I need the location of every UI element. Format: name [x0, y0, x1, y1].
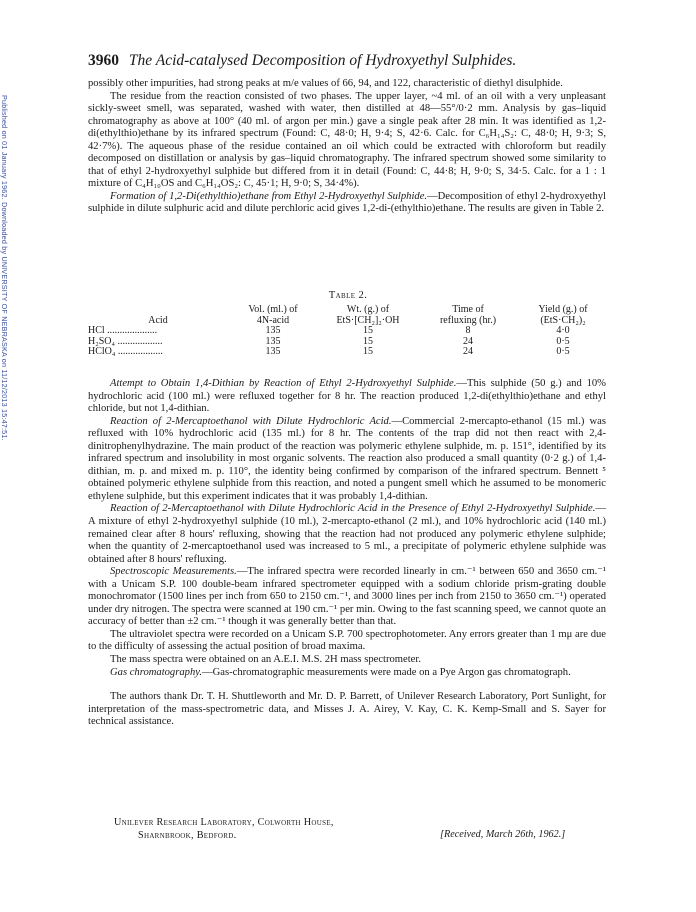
- paragraph-6-heading: Reaction of 2-Mercaptoethanol with Dilute Hydrochloric Acid in the Presence of Ethyl 2-Hydroxyethyl Sulphide.: [110, 503, 596, 515]
- paragraph-3-body: —Decomposition of ethyl 2-hydroxyethyl sulphide in dilute sulphuric acid and dilute perchloric acid gives 1,2-di-(ethylthio)ethane. The results are given in Table 2.: [88, 190, 606, 215]
- paragraph-6: [88, 503, 606, 566]
- cell-weight: 15: [363, 325, 373, 336]
- paragraph-10: [88, 667, 606, 680]
- download-watermark-text: Published on 01 January 1962. Downloaded by UNIVERSITY OF NEBRASKA on 11/12/2013 15:47:51.: [0, 95, 9, 441]
- download-watermark: [1, 95, 11, 575]
- paragraph-10-body: —Gas-chromatographic measurements were made on a Pye Argon gas chromatograph.: [202, 666, 571, 678]
- cell-time: 24: [463, 346, 473, 357]
- paragraph-7-heading: Spectroscopic Measurements.: [110, 566, 237, 578]
- table-row: [88, 337, 608, 348]
- cell-acid: HClO₄ ..................: [88, 346, 163, 357]
- table-title: Table 2.: [328, 290, 368, 301]
- acknowledgements: The authors thank Dr. T. H. Shuttleworth and Mr. D. P. Barrett, of Unilever Research Laboratory, Port Sunlight, for interpretation of the mass-spectrometric data, and Misses J. A. Airey, V. Kay, C. K. Kemp-Small and S. Sayer for technical assistance.: [88, 691, 606, 728]
- running-title: The Acid-catalysed Decomposition of Hydroxyethyl Sulphides.: [128, 52, 517, 69]
- received-date: [Received, March 26th, 1962.]: [440, 829, 566, 840]
- cell-yield: 0·5: [556, 335, 570, 347]
- paragraph-7: [88, 566, 606, 629]
- paragraph-10-heading: Gas chromatography.: [110, 666, 203, 678]
- affiliation-line-2: Sharnbrook, Bedford.: [138, 829, 237, 841]
- paragraph-5: [88, 416, 606, 504]
- paragraph-1: possibly other impurities, had strong peaks at m/e values of 66, 94, and 122, characteristic of diethyl disulphide.: [88, 78, 563, 89]
- paragraph-5-body: —Commercial 2-mercapto-ethanol (15 ml.) was refluxed with 10% hydrochloric acid (135 ml.) for 8 hr. The contents of the trap did not then react with 2,4-dinitrophenylhydrazine. The main product of the reaction was polymeric ethylene sulphide, m. p. 151°, identified by its infrared spectrum and insolubility in most organic solvents. The reaction also produced a small quantity (0·2 g.) of 1,4-dithian, m. p. and mixed m. p. 110°, the identity being confirmed by comparison of the infrared spectrum. Bennett ⁵ obtained polymeric ethylene sulphide from this reaction, and noted a pungent smell which he assumed to be monomeric ethylene sulphide, but this experiment indicates that it was probably 1,4-dithian.: [88, 415, 606, 502]
- cell-volume: 135: [265, 346, 281, 357]
- page-number: 3960: [88, 52, 119, 69]
- table-row: [88, 326, 608, 337]
- col-header-yield: Yield (g.) of (EtS·CH₂)₂: [538, 304, 588, 326]
- paragraph-2: The residue from the reaction consisted of two phases. The upper layer, ~4 ml. of an oil with a very unpleasant sickly-sweet smell, was separated, washed with water, then distilled at 48—55°/0·2 mm. Analysis by gas–liquid chromatography as above at 100° (40 ml. of argon per min.) gave a single peak after 28 min. It was identified as 1,2-di(ethylthio)ethane by its infrared spectrum (Found: C, 48·0; H, 9·4; S, 42·6. Calc. for C₆H₁₄S₂: C, 48·0; H, 9·3; S, 42·7%). The aqueous phase of the residue contained an oil which could be extracted with chloroform but readily decomposed on distillation or analysis by gas–liquid chromatography. The infrared spectrum showed some similarity to that of ethyl 2-hydroxyethyl sulphide but differed from it in detail (Found: C, 44·8; H, 9·0; S, 34·5. Calc. for a 1 : 1 mixture of C₄H₁₀OS and C₆H₁₄OS₂: C, 45·1; H, 9·0; S, 34·4%).: [88, 90, 606, 190]
- cell-volume: 135: [265, 335, 281, 347]
- cell-time: 8: [465, 325, 471, 336]
- paragraph-4: [88, 378, 606, 416]
- col-header-weight: Wt. (g.) of EtS·[CH₂]₂·OH: [336, 304, 400, 326]
- text-block-top: [88, 78, 606, 216]
- paragraph-3-heading: Formation of 1,2-Di(ethylthio)ethane from Ethyl 2-Hydroxyethyl Sulphide.: [110, 190, 428, 202]
- paragraph-4-heading: Attempt to Obtain 1,4-Dithian by Reaction of Ethyl 2-Hydroxyethyl Sulphide.: [110, 378, 457, 389]
- cell-acid: HCl ....................: [88, 325, 158, 336]
- col-header-time: Time of refluxing (hr.): [439, 304, 497, 326]
- paragraph-5-heading: Reaction of 2-Mercaptoethanol with Dilute Hydrochloric Acid.: [110, 415, 392, 427]
- paragraph-4-body: —This sulphide (50 g.) and 10% hydrochloric acid (100 ml.) were refluxed together for 8 hr. The reaction produced 1,2-di(ethylthio)ethane and ethyl chloride, but not 1,4-dithian.: [88, 378, 606, 415]
- cell-volume: 135: [265, 325, 281, 336]
- col-header-volume: Vol. (ml.) of 4N-acid: [248, 304, 298, 326]
- col-header-acid: Acid: [148, 314, 168, 326]
- cell-weight: 15: [363, 335, 373, 347]
- paragraph-9: The mass spectra were obtained on an A.E.I. M.S. 2H mass spectrometer.: [110, 654, 421, 666]
- cell-acid: H₂SO₄ ..................: [88, 335, 163, 347]
- affiliation: [114, 817, 334, 842]
- paragraph-8: The ultraviolet spectra were recorded on a Unicam S.P. 700 spectrophotometer. Any errors greater than 1 mμ are due to the difficulty of assessing the actual position of broad maxima.: [88, 628, 606, 653]
- cell-weight: 15: [363, 346, 373, 357]
- cell-yield: 0·5: [556, 346, 570, 357]
- table-header-row: [88, 305, 608, 326]
- paragraph-3: [88, 191, 606, 216]
- paragraph-6-body: —A mixture of ethyl 2-hydroxyethyl sulphide (10 ml.), 2-mercapto-ethanol (2 ml.), and 10% hydrochloric acid (140 ml.) remained clear after 8 hours' refluxing, showing that the reaction had not produced any polymeric ethylene sulphide; when the quantity of 2-mercaptoethanol used was increased to 5 ml., a precipitate of polymeric ethylene sulphide was obtained after 8 hours' refluxing.: [88, 503, 606, 565]
- results-table: [88, 305, 608, 358]
- table-row: [88, 347, 608, 358]
- paragraph-7-body: —The infrared spectra were recorded linearly in cm.⁻¹ between 650 and 3650 cm.⁻¹ with a Unicam S.P. 100 double-beam infrared spectrometer equipped with a sodium chloride prism-grating double monochromator (1500 lines per inch from 650 to 2150 cm.⁻¹, and 3000 lines per inch from 2150 to 3650 cm.⁻¹) operated under dry nitrogen. The spectra were scanned at 190 cm.⁻¹ per min. Owing to the fast scanning speed, we cannot quote an accuracy of better than ±2 cm.⁻¹ though it was generally better than that.: [88, 566, 607, 628]
- affiliation-line-1: Unilever Research Laboratory, Colworth House,: [114, 817, 334, 828]
- cell-time: 24: [463, 335, 473, 347]
- text-block-bottom: [88, 378, 606, 729]
- cell-yield: 4·0: [556, 325, 570, 336]
- page-header: [88, 52, 608, 70]
